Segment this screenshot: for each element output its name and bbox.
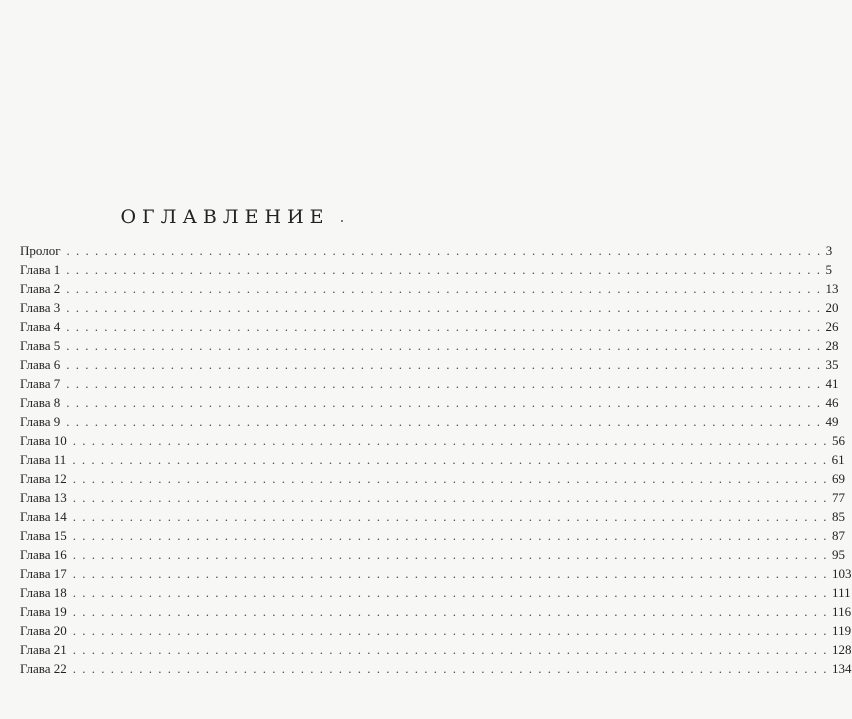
toc-entry [20,393,839,412]
toc-entry [20,564,852,583]
table-of-contents [20,241,852,678]
toc-entry-label: Глава 1 [20,262,61,277]
dot-leader: . . . . . . . . . . . . . . . . . . . . . . . . . . . . . . . . . . . . . . . . . . . . . . . . . . . . . . . . . . . . . . . . . . . . . . . . . . . . . . . . [66,414,822,429]
toc-entry-label: Глава 6 [20,357,61,372]
dot-leader: . . . . . . . . . . . . . . . . . . . . . . . . . . . . . . . . . . . . . . . . . . . . . . . . . . . . . . . . . . . . . . . . . . . . . . . . . . . . . . . . [72,566,829,581]
toc-entry [20,241,833,260]
dot-leader: . . . . . . . . . . . . . . . . . . . . . . . . . . . . . . . . . . . . . . . . . . . . . . . . . . . . . . . . . . . . . . . . . . . . . . . . . . . . . . . . [66,281,822,296]
toc-entry [20,298,839,317]
toc-entry [20,640,852,659]
toc-entry-page-number: 13 [825,281,839,296]
toc-entry-page-number: 95 [832,547,846,562]
toc-entry [20,526,846,545]
toc-entry-page-number: 20 [825,300,839,315]
toc-entry-label: Глава 8 [20,395,61,410]
toc-entry-label: Глава 7 [20,376,61,391]
toc-entry [20,374,839,393]
toc-entry [20,583,851,602]
toc-entry-label: Глава 21 [20,642,67,657]
toc-entry [20,431,846,450]
toc-entry-page-number: 128 [832,642,852,657]
dot-leader: . . . . . . . . . . . . . . . . . . . . . . . . . . . . . . . . . . . . . . . . . . . . . . . . . . . . . . . . . . . . . . . . . . . . . . . . . . . . . . . . [72,490,829,505]
toc-entry [20,469,846,488]
toc-entry-label: Глава 12 [20,471,67,486]
dot-leader: . . . . . . . . . . . . . . . . . . . . . . . . . . . . . . . . . . . . . . . . . . . . . . . . . . . . . . . . . . . . . . . . . . . . . . . . . . . . . . . . [66,357,822,372]
toc-entry-label: Глава 17 [20,566,67,581]
toc-entry-page-number: 85 [832,509,846,524]
dot-leader: . . . . . . . . . . . . . . . . . . . . . . . . . . . . . . . . . . . . . . . . . . . . . . . . . . . . . . . . . . . . . . . . . . . . . . . . . . . . . . . . [66,300,822,315]
dot-leader: . . . . . . . . . . . . . . . . . . . . . . . . . . . . . . . . . . . . . . . . . . . . . . . . . . . . . . . . . . . . . . . . . . . . . . . . . . . . . . . . [72,509,829,524]
toc-entry-label: Глава 22 [20,661,67,676]
toc-entry [20,621,852,640]
toc-entry-page-number: 5 [825,262,833,277]
toc-entry-page-number: 119 [832,623,852,638]
toc-entry-label: Глава 4 [20,319,61,334]
page-title: ОГЛАВЛЕНИЕ [120,206,330,228]
dot-leader: . . . . . . . . . . . . . . . . . . . . . . . . . . . . . . . . . . . . . . . . . . . . . . . . . . . . . . . . . . . . . . . . . . . . . . . . . . . . . . . . [72,623,829,638]
toc-entry [20,260,833,279]
toc-entry-page-number: 61 [831,452,845,467]
toc-entry-label: Глава 19 [20,604,67,619]
dot-leader: . . . . . . . . . . . . . . . . . . . . . . . . . . . . . . . . . . . . . . . . . . . . . . . . . . . . . . . . . . . . . . . . . . . . . . . . . . . . . . . . [72,585,829,600]
toc-entry [20,488,846,507]
toc-entry-label: Глава 11 [20,452,67,467]
dot-leader: . . . . . . . . . . . . . . . . . . . . . . . . . . . . . . . . . . . . . . . . . . . . . . . . . . . . . . . . . . . . . . . . . . . . . . . . . . . . . . . . [72,528,829,543]
toc-entry-page-number: 56 [832,433,846,448]
dot-leader: . . . . . . . . . . . . . . . . . . . . . . . . . . . . . . . . . . . . . . . . . . . . . . . . . . . . . . . . . . . . . . . . . . . . . . . . . . . . . . . . [72,452,828,467]
toc-entry [20,355,839,374]
dot-leader: . . . . . . . . . . . . . . . . . . . . . . . . . . . . . . . . . . . . . . . . . . . . . . . . . . . . . . . . . . . . . . . . . . . . . . . . . . . . . . . . [66,243,822,258]
dot-leader: . . . . . . . . . . . . . . . . . . . . . . . . . . . . . . . . . . . . . . . . . . . . . . . . . . . . . . . . . . . . . . . . . . . . . . . . . . . . . . . . [66,338,822,353]
toc-entry-page-number: 69 [832,471,846,486]
toc-entry [20,450,845,469]
toc-entry-page-number: 134 [832,661,852,676]
toc-entry-label: Глава 5 [20,338,61,353]
dot-leader: . . . . . . . . . . . . . . . . . . . . . . . . . . . . . . . . . . . . . . . . . . . . . . . . . . . . . . . . . . . . . . . . . . . . . . . . . . . . . . . . [66,319,822,334]
dot-leader: . . . . . . . . . . . . . . . . . . . . . . . . . . . . . . . . . . . . . . . . . . . . . . . . . . . . . . . . . . . . . . . . . . . . . . . . . . . . . . . . [72,642,829,657]
toc-entry-label: Глава 3 [20,300,61,315]
toc-entry-page-number: 46 [825,395,839,410]
toc-entry-label: Глава 9 [20,414,61,429]
toc-entry-page-number: 116 [832,604,852,619]
toc-entry [20,279,839,298]
toc-entry-label: Глава 10 [20,433,67,448]
dot-leader: . . . . . . . . . . . . . . . . . . . . . . . . . . . . . . . . . . . . . . . . . . . . . . . . . . . . . . . . . . . . . . . . . . . . . . . . . . . . . . . . [72,547,829,562]
dot-leader: . . . . . . . . . . . . . . . . . . . . . . . . . . . . . . . . . . . . . . . . . . . . . . . . . . . . . . . . . . . . . . . . . . . . . . . . . . . . . . . . [66,262,822,277]
toc-entry-page-number: 35 [825,357,839,372]
toc-entry-label: Глава 13 [20,490,67,505]
toc-entry-label: Глава 15 [20,528,67,543]
dot-leader: . . . . . . . . . . . . . . . . . . . . . . . . . . . . . . . . . . . . . . . . . . . . . . . . . . . . . . . . . . . . . . . . . . . . . . . . . . . . . . . . [66,376,822,391]
toc-entry-label: Глава 14 [20,509,67,524]
toc-entry-page-number: 41 [825,376,839,391]
toc-entry-page-number: 111 [832,585,851,600]
toc-entry [20,659,852,678]
dot-leader: . . . . . . . . . . . . . . . . . . . . . . . . . . . . . . . . . . . . . . . . . . . . . . . . . . . . . . . . . . . . . . . . . . . . . . . . . . . . . . . . [72,471,829,486]
toc-entry [20,545,846,564]
toc-entry-page-number: 87 [832,528,846,543]
toc-entry-page-number: 103 [832,566,852,581]
toc-entry [20,507,846,526]
toc-entry-page-number: 77 [832,490,846,505]
dot-leader: . . . . . . . . . . . . . . . . . . . . . . . . . . . . . . . . . . . . . . . . . . . . . . . . . . . . . . . . . . . . . . . . . . . . . . . . . . . . . . . . [66,395,822,410]
toc-entry [20,336,839,355]
dot-leader: . . . . . . . . . . . . . . . . . . . . . . . . . . . . . . . . . . . . . . . . . . . . . . . . . . . . . . . . . . . . . . . . . . . . . . . . . . . . . . . . [72,433,829,448]
toc-entry-label: Глава 18 [20,585,67,600]
toc-entry-label: Глава 20 [20,623,67,638]
dot-leader: . . . . . . . . . . . . . . . . . . . . . . . . . . . . . . . . . . . . . . . . . . . . . . . . . . . . . . . . . . . . . . . . . . . . . . . . . . . . . . . . [72,604,829,619]
toc-entry-label: Пролог [20,243,61,258]
toc-entry-page-number: 26 [825,319,839,334]
toc-entry-page-number: 49 [825,414,839,429]
dot-leader: . . . . . . . . . . . . . . . . . . . . . . . . . . . . . . . . . . . . . . . . . . . . . . . . . . . . . . . . . . . . . . . . . . . . . . . . . . . . . . . . [72,661,829,676]
print-speck [341,220,343,222]
toc-entry [20,602,852,621]
toc-entry [20,317,839,336]
toc-entry-label: Глава 2 [20,281,61,296]
toc-entry-page-number: 3 [825,243,833,258]
toc-entry [20,412,839,431]
toc-entry-label: Глава 16 [20,547,67,562]
toc-entry-page-number: 28 [825,338,839,353]
